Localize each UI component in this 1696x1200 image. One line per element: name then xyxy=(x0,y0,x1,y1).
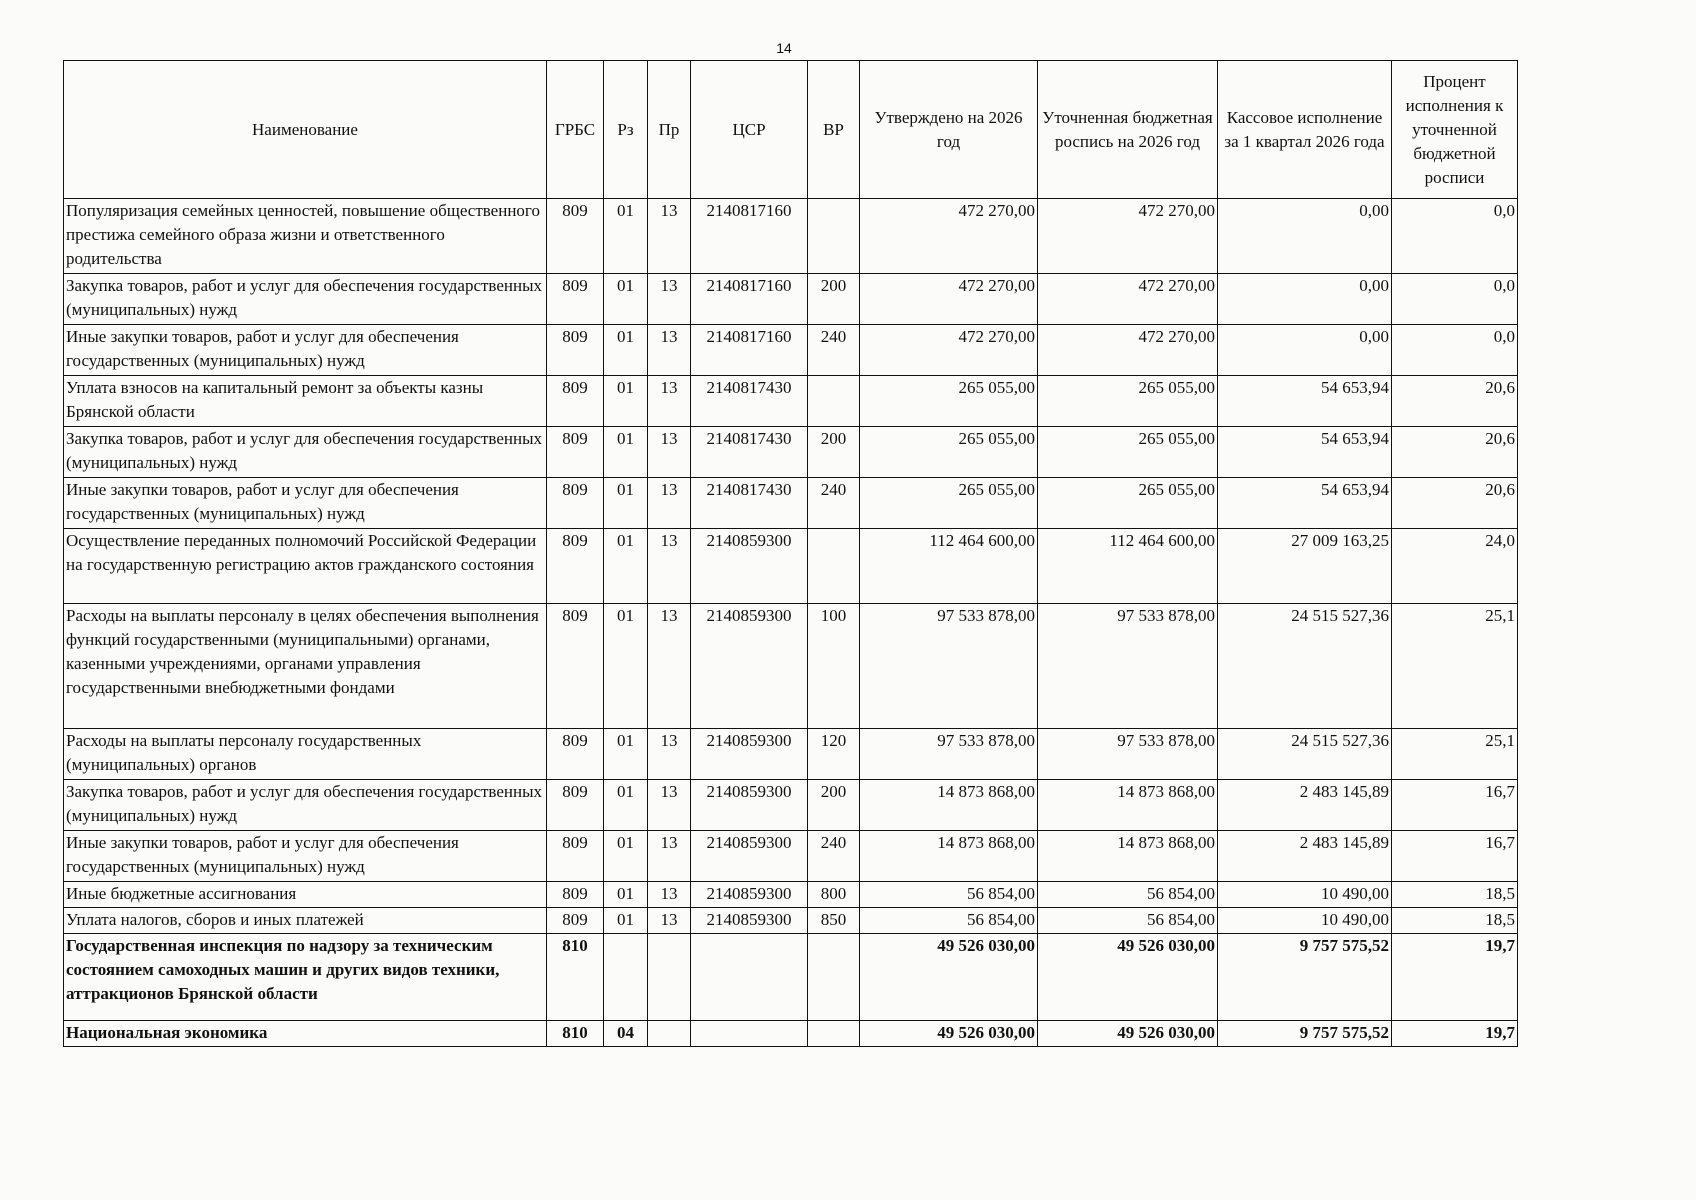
cell-vr: 200 xyxy=(808,427,860,478)
cell-refined: 265 055,00 xyxy=(1038,376,1218,427)
cell-percent: 25,1 xyxy=(1392,729,1518,780)
cell-refined: 14 873 868,00 xyxy=(1038,831,1218,882)
col-header-rz: Рз xyxy=(604,61,648,199)
cell-csr: 2140859300 xyxy=(691,529,808,604)
cell-pr: 13 xyxy=(648,274,691,325)
cell-refined: 14 873 868,00 xyxy=(1038,780,1218,831)
cell-cash: 54 653,94 xyxy=(1218,427,1392,478)
cell-name: Расходы на выплаты персоналу государственных (муниципальных) органов xyxy=(64,729,547,780)
cell-csr: 2140859300 xyxy=(691,882,808,908)
col-header-grbs: ГРБС xyxy=(547,61,604,199)
table-row xyxy=(64,274,1518,325)
cell-pr: 13 xyxy=(648,908,691,934)
table-row xyxy=(64,529,1518,604)
cell-rz: 01 xyxy=(604,882,648,908)
cell-pr: 13 xyxy=(648,882,691,908)
cell-grbs: 809 xyxy=(547,604,604,729)
cell-grbs: 809 xyxy=(547,780,604,831)
cell-percent: 18,5 xyxy=(1392,882,1518,908)
cell-cash: 9 757 575,52 xyxy=(1218,934,1392,1021)
cell-grbs: 809 xyxy=(547,882,604,908)
table-row xyxy=(64,882,1518,908)
cell-name: Иные закупки товаров, работ и услуг для обеспечения государственных (муниципальных) нужд xyxy=(64,478,547,529)
cell-pr: 13 xyxy=(648,831,691,882)
cell-grbs: 809 xyxy=(547,427,604,478)
cell-name: Популяризация семейных ценностей, повышение общественного престижа семейного образа жизни и ответственного родительства xyxy=(64,199,547,274)
table-row xyxy=(64,199,1518,274)
cell-csr: 2140817160 xyxy=(691,325,808,376)
cell-cash: 54 653,94 xyxy=(1218,478,1392,529)
cell-approved: 56 854,00 xyxy=(860,882,1038,908)
cell-grbs: 809 xyxy=(547,274,604,325)
cell-name: Закупка товаров, работ и услуг для обеспечения государственных (муниципальных) нужд xyxy=(64,274,547,325)
cell-pr: 13 xyxy=(648,427,691,478)
col-header-approved: Утверждено на 2026 год xyxy=(860,61,1038,199)
cell-approved: 56 854,00 xyxy=(860,908,1038,934)
cell-rz: 01 xyxy=(604,478,648,529)
col-header-refined: Уточненная бюджетная роспись на 2026 год xyxy=(1038,61,1218,199)
cell-rz: 01 xyxy=(604,831,648,882)
cell-grbs: 809 xyxy=(547,199,604,274)
cell-pr: 13 xyxy=(648,478,691,529)
cell-refined: 265 055,00 xyxy=(1038,478,1218,529)
cell-percent: 20,6 xyxy=(1392,376,1518,427)
page-number: 14 xyxy=(776,40,792,56)
cell-name: Иные закупки товаров, работ и услуг для обеспечения государственных (муниципальных) нужд xyxy=(64,831,547,882)
cell-refined: 112 464 600,00 xyxy=(1038,529,1218,604)
cell-percent: 16,7 xyxy=(1392,831,1518,882)
cell-cash: 10 490,00 xyxy=(1218,908,1392,934)
cell-name: Уплата налогов, сборов и иных платежей xyxy=(64,908,547,934)
cell-pr: 13 xyxy=(648,199,691,274)
cell-cash: 0,00 xyxy=(1218,274,1392,325)
cell-vr xyxy=(808,529,860,604)
cell-approved: 112 464 600,00 xyxy=(860,529,1038,604)
cell-rz: 01 xyxy=(604,529,648,604)
cell-rz xyxy=(604,934,648,1021)
cell-pr: 13 xyxy=(648,529,691,604)
cell-refined: 56 854,00 xyxy=(1038,882,1218,908)
table-row xyxy=(64,729,1518,780)
cell-percent: 0,0 xyxy=(1392,274,1518,325)
budget-table xyxy=(63,60,1518,1047)
cell-csr xyxy=(691,934,808,1021)
cell-approved: 14 873 868,00 xyxy=(860,831,1038,882)
cell-grbs: 809 xyxy=(547,325,604,376)
cell-csr xyxy=(691,1021,808,1047)
cell-grbs: 810 xyxy=(547,1021,604,1047)
cell-approved: 97 533 878,00 xyxy=(860,604,1038,729)
table-row xyxy=(64,831,1518,882)
cell-percent: 19,7 xyxy=(1392,1021,1518,1047)
cell-name: Расходы на выплаты персоналу в целях обеспечения выполнения функций государственными (муниципальными) органами, казенными учреждениями, органами управления государственными внебюджетными фондами xyxy=(64,604,547,729)
cell-csr: 2140817160 xyxy=(691,199,808,274)
cell-refined: 472 270,00 xyxy=(1038,274,1218,325)
cell-pr: 13 xyxy=(648,325,691,376)
cell-vr: 240 xyxy=(808,325,860,376)
cell-cash: 0,00 xyxy=(1218,325,1392,376)
cell-cash: 10 490,00 xyxy=(1218,882,1392,908)
cell-rz: 01 xyxy=(604,604,648,729)
cell-grbs: 810 xyxy=(547,934,604,1021)
cell-rz: 01 xyxy=(604,908,648,934)
cell-csr: 2140859300 xyxy=(691,604,808,729)
table-header-row xyxy=(64,61,1518,199)
table-row xyxy=(64,934,1518,1021)
cell-grbs: 809 xyxy=(547,729,604,780)
cell-approved: 49 526 030,00 xyxy=(860,934,1038,1021)
cell-approved: 49 526 030,00 xyxy=(860,1021,1038,1047)
col-header-csr: ЦСР xyxy=(691,61,808,199)
table-row xyxy=(64,376,1518,427)
cell-vr: 100 xyxy=(808,604,860,729)
cell-percent: 0,0 xyxy=(1392,325,1518,376)
cell-cash: 24 515 527,36 xyxy=(1218,729,1392,780)
cell-refined: 97 533 878,00 xyxy=(1038,604,1218,729)
table-row xyxy=(64,325,1518,376)
cell-rz: 01 xyxy=(604,199,648,274)
table-row xyxy=(64,1021,1518,1047)
cell-vr: 850 xyxy=(808,908,860,934)
cell-cash: 2 483 145,89 xyxy=(1218,831,1392,882)
cell-rz: 01 xyxy=(604,376,648,427)
cell-pr: 13 xyxy=(648,376,691,427)
cell-vr: 240 xyxy=(808,478,860,529)
cell-refined: 49 526 030,00 xyxy=(1038,1021,1218,1047)
cell-pr xyxy=(648,1021,691,1047)
cell-percent: 20,6 xyxy=(1392,427,1518,478)
cell-pr: 13 xyxy=(648,604,691,729)
cell-percent: 16,7 xyxy=(1392,780,1518,831)
cell-pr xyxy=(648,934,691,1021)
cell-cash: 2 483 145,89 xyxy=(1218,780,1392,831)
cell-name: Государственная инспекция по надзору за техническим состоянием самоходных машин и других видов техники, аттракционов Брянской области xyxy=(64,934,547,1021)
cell-cash: 27 009 163,25 xyxy=(1218,529,1392,604)
cell-name: Иные закупки товаров, работ и услуг для обеспечения государственных (муниципальных) нужд xyxy=(64,325,547,376)
cell-refined: 56 854,00 xyxy=(1038,908,1218,934)
cell-approved: 97 533 878,00 xyxy=(860,729,1038,780)
cell-name: Иные бюджетные ассигнования xyxy=(64,882,547,908)
cell-vr: 120 xyxy=(808,729,860,780)
cell-csr: 2140859300 xyxy=(691,908,808,934)
cell-vr xyxy=(808,934,860,1021)
cell-vr: 240 xyxy=(808,831,860,882)
cell-csr: 2140817160 xyxy=(691,274,808,325)
cell-vr: 200 xyxy=(808,274,860,325)
cell-csr: 2140817430 xyxy=(691,478,808,529)
cell-vr: 200 xyxy=(808,780,860,831)
cell-grbs: 809 xyxy=(547,831,604,882)
cell-grbs: 809 xyxy=(547,529,604,604)
cell-percent: 24,0 xyxy=(1392,529,1518,604)
cell-percent: 0,0 xyxy=(1392,199,1518,274)
cell-percent: 20,6 xyxy=(1392,478,1518,529)
cell-refined: 265 055,00 xyxy=(1038,427,1218,478)
cell-approved: 265 055,00 xyxy=(860,376,1038,427)
col-header-cash: Кассовое исполнение за 1 квартал 2026 года xyxy=(1218,61,1392,199)
cell-grbs: 809 xyxy=(547,376,604,427)
cell-name: Уплата взносов на капитальный ремонт за объекты казны Брянской области xyxy=(64,376,547,427)
table-row xyxy=(64,780,1518,831)
cell-approved: 472 270,00 xyxy=(860,325,1038,376)
cell-name: Закупка товаров, работ и услуг для обеспечения государственных (муниципальных) нужд xyxy=(64,780,547,831)
cell-rz: 01 xyxy=(604,274,648,325)
cell-refined: 472 270,00 xyxy=(1038,325,1218,376)
cell-vr xyxy=(808,199,860,274)
cell-vr: 800 xyxy=(808,882,860,908)
cell-rz: 01 xyxy=(604,325,648,376)
cell-cash: 24 515 527,36 xyxy=(1218,604,1392,729)
col-header-percent: Процент исполнения к уточненной бюджетной росписи xyxy=(1392,61,1518,199)
cell-percent: 25,1 xyxy=(1392,604,1518,729)
cell-refined: 97 533 878,00 xyxy=(1038,729,1218,780)
cell-rz: 04 xyxy=(604,1021,648,1047)
cell-grbs: 809 xyxy=(547,908,604,934)
table-row xyxy=(64,908,1518,934)
table-row xyxy=(64,604,1518,729)
cell-csr: 2140817430 xyxy=(691,427,808,478)
cell-vr xyxy=(808,1021,860,1047)
cell-csr: 2140859300 xyxy=(691,831,808,882)
col-header-vr: ВР xyxy=(808,61,860,199)
cell-csr: 2140859300 xyxy=(691,729,808,780)
cell-approved: 14 873 868,00 xyxy=(860,780,1038,831)
cell-csr: 2140859300 xyxy=(691,780,808,831)
cell-rz: 01 xyxy=(604,427,648,478)
cell-percent: 18,5 xyxy=(1392,908,1518,934)
cell-refined: 472 270,00 xyxy=(1038,199,1218,274)
cell-approved: 265 055,00 xyxy=(860,427,1038,478)
cell-name: Осуществление переданных полномочий Российской Федерации на государственную регистрацию актов гражданского состояния xyxy=(64,529,547,604)
cell-cash: 9 757 575,52 xyxy=(1218,1021,1392,1047)
cell-pr: 13 xyxy=(648,780,691,831)
col-header-pr: Пр xyxy=(648,61,691,199)
table-row xyxy=(64,478,1518,529)
cell-refined: 49 526 030,00 xyxy=(1038,934,1218,1021)
cell-pr: 13 xyxy=(648,729,691,780)
col-header-name: Наименование xyxy=(64,61,547,199)
cell-name: Закупка товаров, работ и услуг для обеспечения государственных (муниципальных) нужд xyxy=(64,427,547,478)
cell-cash: 54 653,94 xyxy=(1218,376,1392,427)
cell-approved: 472 270,00 xyxy=(860,274,1038,325)
cell-cash: 0,00 xyxy=(1218,199,1392,274)
cell-rz: 01 xyxy=(604,780,648,831)
cell-approved: 472 270,00 xyxy=(860,199,1038,274)
cell-csr: 2140817430 xyxy=(691,376,808,427)
cell-grbs: 809 xyxy=(547,478,604,529)
cell-vr xyxy=(808,376,860,427)
cell-approved: 265 055,00 xyxy=(860,478,1038,529)
table-row xyxy=(64,427,1518,478)
cell-percent: 19,7 xyxy=(1392,934,1518,1021)
cell-name: Национальная экономика xyxy=(64,1021,547,1047)
cell-rz: 01 xyxy=(604,729,648,780)
